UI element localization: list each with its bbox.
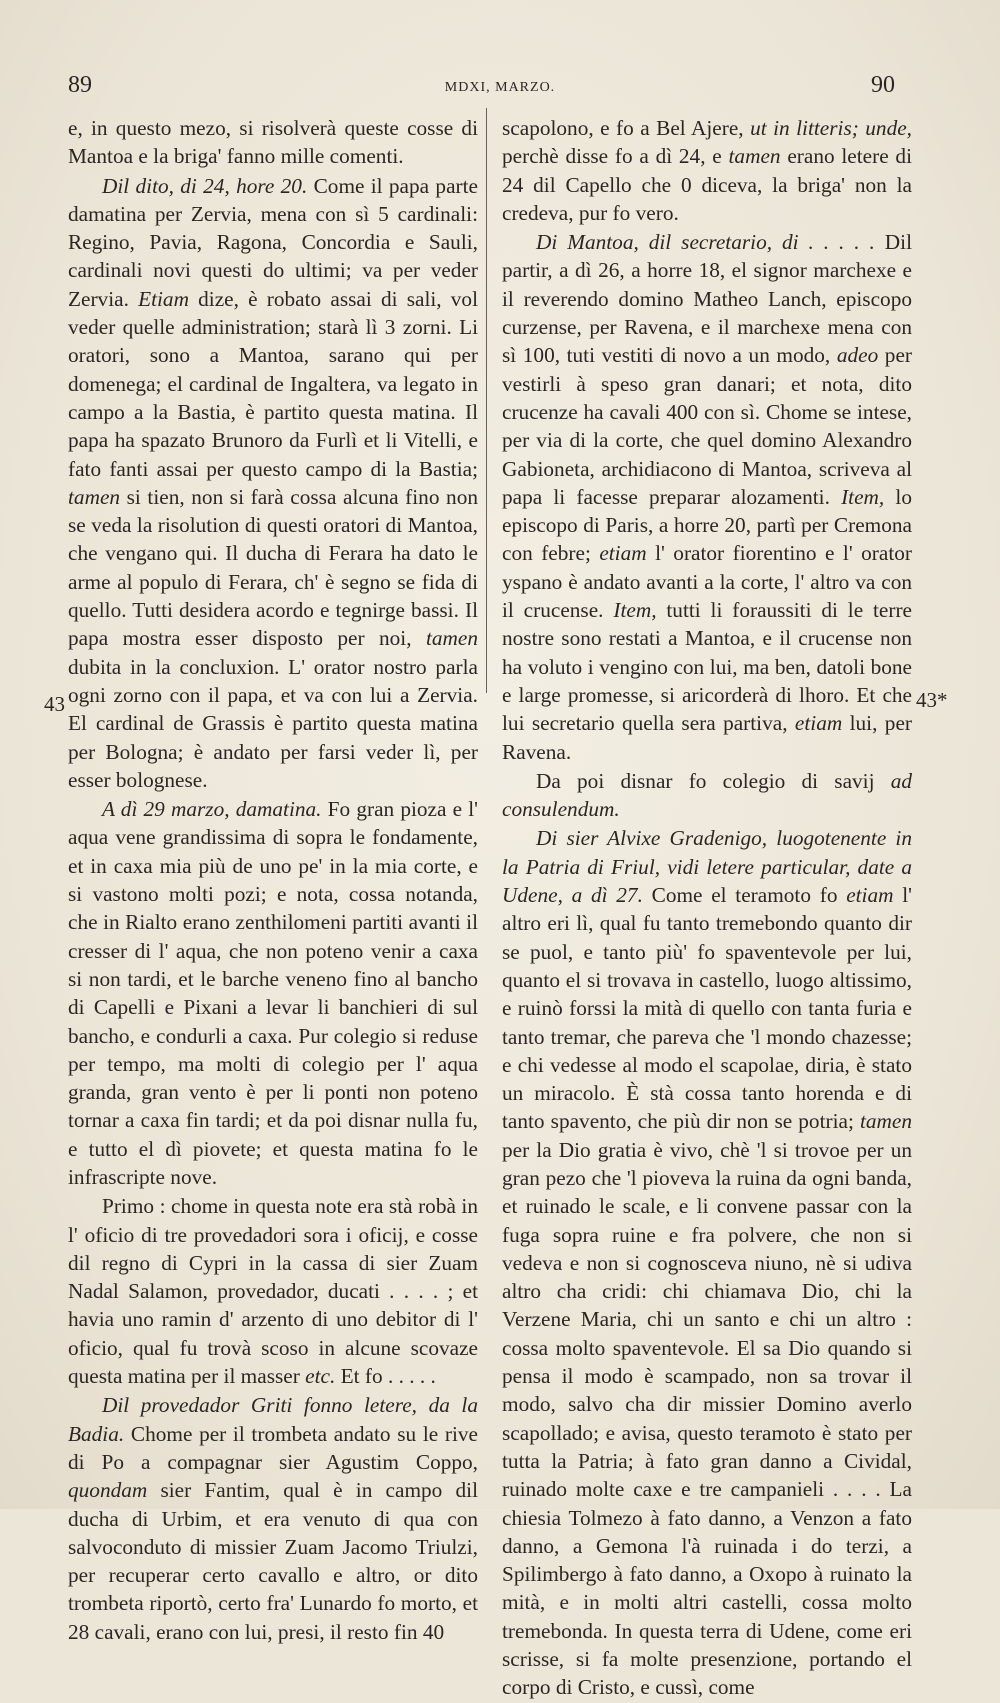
italic-run: tamen <box>859 1109 912 1134</box>
italic-run: Etiam <box>138 286 189 311</box>
paragraph <box>502 824 912 1701</box>
text-run: Da poi disnar fo colegio di savij <box>536 768 891 793</box>
text-run: l' altro eri lì, qual fu tanto tremebondo quanto dir se puol, e tanto più' fo spaventevole per lui, quanto el si trovava in castello, luogo altissimo, e ruinò forssi la mità di quello con tanta furia e tanto tremar, che pareva che 'l mondo chazesse; e chi vedesse al modo el scapolae, diria, è stato un miracolo. È stà cossa tanto horenda e di tanto spavento, che più dir non se potria; <box>502 883 912 1134</box>
text-run: erano letere di 24 dil Capello che 0 diceva, la briga' non la credeva, pur fo vero. <box>502 144 912 225</box>
page-header <box>0 72 1000 106</box>
left-text-column <box>68 114 478 1647</box>
italic-run: tamen <box>425 626 478 651</box>
paragraph <box>502 767 912 824</box>
text-run: Come el teramoto fo <box>642 883 847 908</box>
italic-run: Dil provedador Griti fonno letere, da la Badia. <box>68 1393 478 1446</box>
paragraph <box>502 228 912 766</box>
text-run: Dil partir, a dì 26, a horre 18, el signor marchexe e il reverendo domino Matheo Lanch, episcopo curzense, per Ravena, e il marchexe mena con sì 100, tuti vestiti di novo a un modo, <box>502 230 912 368</box>
italic-run: etiam <box>846 883 894 908</box>
italic-run: adeo <box>836 343 879 368</box>
italic-run: Di Mantoa, dil secretario, di . . . . . <box>536 230 875 255</box>
italic-run: Item, <box>841 484 885 509</box>
italic-run: A dì 29 marzo, damatina. <box>102 797 322 822</box>
text-run: Fo gran pioza e l' aqua vene grandissima di sopra le fondamente, et in caxa mia più de uno pe' in la mia corte, e si vastono molti pozi; e nota, cossa notanda, che in Rialto erano zenthilomeni partiti avanti il cresser di l' aqua, che non poteno venir a caxa si non tardi, et le barche veneno fino al bancho di Capelli e Pixani a levar li banchieri di sul bancho, e condurli a caxa. Pur colegio si reduse per tempo, ma molti di colegio per l' aqua granda, gran vento è per li ponti non poteno tornar a caxa fin tardi; et da poi disnar nulla fu, e tutto el dì piovete; et questa matina fo le infrascripte nove. <box>68 797 479 1189</box>
page-number-right: 90 <box>871 72 895 98</box>
italic-run: Di sier Alvixe Gradenigo, luogotenente in la Patria di Friul, vidi letere particular, date a Udene, a dì 27. <box>502 826 912 908</box>
right-text-column <box>502 114 912 1703</box>
italic-run: Dil dito, di 24, hore 20. <box>102 173 308 198</box>
text-run: perchè disse fo a dì 24, e <box>502 144 729 169</box>
italic-run: ut in litteris; unde, <box>750 116 912 140</box>
paragraph <box>502 114 912 227</box>
paragraph <box>68 1192 478 1390</box>
italic-run: tamen <box>68 484 121 509</box>
text-run: lo episcopo di Paris, a horre 20, partì per Cremona con febre; <box>502 484 912 566</box>
paragraph <box>68 1391 478 1646</box>
text-run: Come il papa parte damatina per Zervia, mena con sì 5 cardinali: Regino, Pavia, Ragona, Concordia e Sauli, cardinali novi questi do ultimi; va per veder Zervia. <box>68 173 478 311</box>
column-divider <box>486 108 487 693</box>
italic-run: ad consulendum. <box>502 768 912 822</box>
text-run: si tien, non si farà cossa alcuna fino non se veda la risolution di questi oratori di Mantoa, che vengano qui. Il ducha di Ferara ha dato le arme al populo di Ferara, ch' è segno se fida di quello. Tutti desidera acordo e tegnirge bassi. Il papa mostra esser disposto per noi, <box>68 484 478 651</box>
italic-run: etc. <box>305 1364 336 1389</box>
text-run: per la Dio gratia è vivo, chè 'l si trovoe per un gran pezo che 'l pioveva la ruina da ogni banda, et ruinado le scale, e li convene passar con la fuga sopra ruine e fra polvere, che non si vedeva e non si cognosceva niuno, nè si udiva altro cha cridi: chi chiamava Dio, chi la Verzene Maria, chi un santo e chi un altro : cossa molto spaventevole. El sa Dio quando si pensa il modo è scampado, non sa trovar il modo, salvo cha dir missier Domino averlo scapollado; e avisa, questo teramoto è stato per tutta la Patria; à fato gran danno a Cividal, ruinado molte caxe e tre campanieli . . . . La chiesia Tolmezo à fato danno, a Venzon a fato danno, a Gemona l'à ruinada i do terzi, a Spilimbergo à fato danno, a Oxopo à ruinato la mità, e in molti altri castelli, cossa molto tremebonda. In questa terra di Udene, come eri scrisse, si fa molte presenzione, portando el corpo di Cristo, e cussì, come <box>502 1137 912 1700</box>
italic-run: etiam <box>599 541 647 566</box>
margin-number-right: 43* <box>916 688 948 712</box>
text-run: Et fo . . . . . <box>335 1364 436 1389</box>
italic-run: etiam <box>794 711 843 736</box>
text-run: dize, è robato assai di sali, vol veder quelle administration; starà lì 3 zorni. Li oratori, sono a Mantoa, sarano qui per domenega; el cardinal de Ingaltera, va legato in campo a la Bastia, è partito questa matina. Il papa ha spazato Brunoro da Furlì et li Vitelli, e fato fanti assai per questo campo di la Bastia; <box>68 286 478 481</box>
text-run: per vestirli à speso gran danari; et nota, dito crucenze ha cavali 400 con sì. Chome se intese, per via di la corte, che quel domino Alexandro Gabioneta, archidiacono di Mantoa, scriveva al papa li facesse preparar alozamenti. <box>502 343 912 509</box>
italic-run: Item, <box>613 598 657 623</box>
text-run: l' orator fiorentino e l' orator yspano è andato avanti a la corte, l' altro va con il crucense. <box>502 541 912 623</box>
text-run: dubita in la concluxion. L' orator nostro parla ogni zorno con il papa, et va con lui a Zervia. El cardinal de Grassis è partito questa matina per Bologna; è andato per farsi veder lì, per esser bolognese. <box>68 654 478 792</box>
page-number-left: 89 <box>68 72 92 98</box>
running-title: MDXI, MARZO. <box>444 80 556 95</box>
italic-run: quondam <box>68 1478 148 1503</box>
text-run: Chome per il trombeta andato su le rive di Po a compagnar sier Agustim Coppo, <box>68 1421 478 1474</box>
text-run: lui, per Ravena. <box>502 711 912 764</box>
text-run: sier Fantim, qual è in campo dil ducha di Urbim, et era venuto di qua con salvoconduto di missier Zuam Jacomo Triulzi, per recuperar certo cavallo e altro, or dito trombeta riportò, certo fra' Lunardo fo morto, et 28 cavali, erano con lui, presi, il resto fin 40 <box>68 1478 478 1644</box>
paragraph <box>68 795 478 1191</box>
text-run: scapolono, e fo a Bel Ajere, <box>502 116 751 140</box>
paragraph <box>68 172 478 795</box>
margin-number-left: 43 <box>44 692 65 716</box>
paragraph <box>68 114 478 171</box>
italic-run: tamen <box>728 144 781 169</box>
text-run: e, in questo mezo, si risolverà queste cosse di Mantoa e la briga' fanno mille comenti. <box>68 116 478 169</box>
text-run: tutti li foraussiti di le terre nostre sono restati a Mantoa, e il crucense non ha voluto i vengino con lui, ma ben, datoli bone e large promesse, si aricorderà di lhoro. Et che lui secretario quella sera partiva, <box>502 598 913 736</box>
text-run: Primo : chome in questa note era stà robà in l' oficio di tre provedadori sora i oficij, e cosse dil regno di Cypri in la cassa di sier Zuam Nadal Salamon, provedador, ducati . . . . ; et havia uno ramin d' arzento di uno debitor di l' oficio, qual fu trovà scoso in alcune scovaze questa matina per il masser <box>68 1194 478 1389</box>
